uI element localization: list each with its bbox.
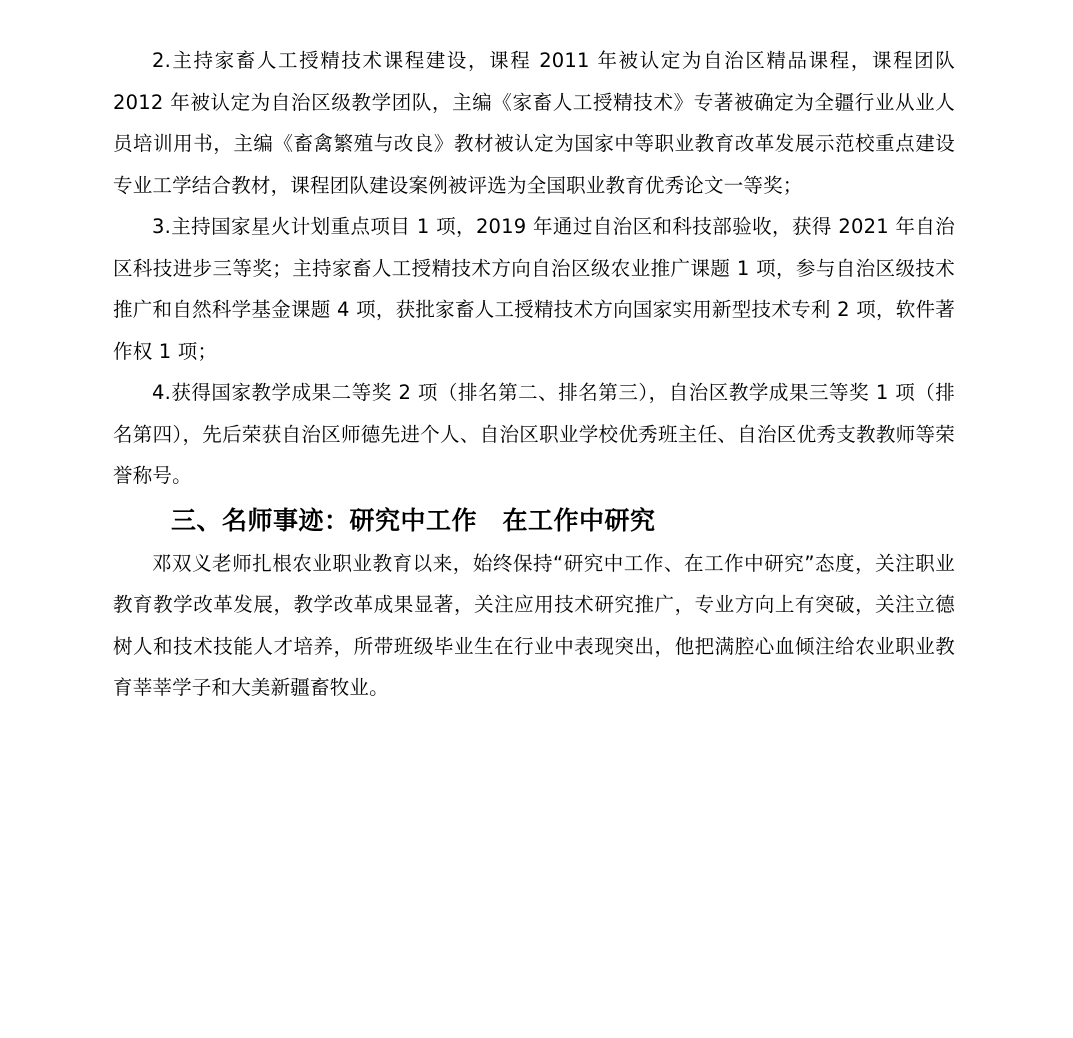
paragraph-research-projects: 3.主持国家星火计划重点项目 1 项，2019 年通过自治区和科技部验收，获得 2021 年自治区科技进步三等奖；主持家畜人工授精技术方向自治区级农业推广课题 1 项，参与自治区级技术推广和自然科学基金课题 4 项，获批家畜人工授精技术方向国家实用新型技术专利 2 项，软件著作权 1 项； <box>113 215 955 363</box>
paragraph-course-construction: 2.主持家畜人工授精技术课程建设，课程 2011 年被认定为自治区精品课程，课程团队 2012 年被认定为自治区级教学团队，主编《家畜人工授精技术》专著被确定为全疆行业从业人员培训用书，主编《畜禽繁殖与改良》教材被认定为国家中等职业教育改革发展示范校重点建设专业工学结合教材，课程团队建设案例被评选为全国职业教育优秀论文一等奖； <box>113 49 955 197</box>
paragraph-awards: 4.获得国家教学成果二等奖 2 项（排名第二、排名第三），自治区教学成果三等奖 1 项（排名第四），先后荣获自治区师德先进个人、自治区职业学校优秀班主任、自治区优秀支教教师等荣誉称号。 <box>113 381 955 487</box>
paragraph-teacher-deeds: 邓双义老师扎根农业职业教育以来，始终保持“研究中工作、在工作中研究”态度，关注职业教育教学改革发展，教学改革成果显著，关注应用技术研究推广，专业方向上有突破，关注立德树人和技术技能人才培养，所带班级毕业生在行业中表现突出，他把满腔心血倾注给农业职业教育莘莘学子和大美新疆畜牧业。 <box>113 551 955 699</box>
section-heading: 三、名师事迹：研究中工作 在工作中研究 <box>171 505 656 535</box>
document-page <box>113 40 955 709</box>
